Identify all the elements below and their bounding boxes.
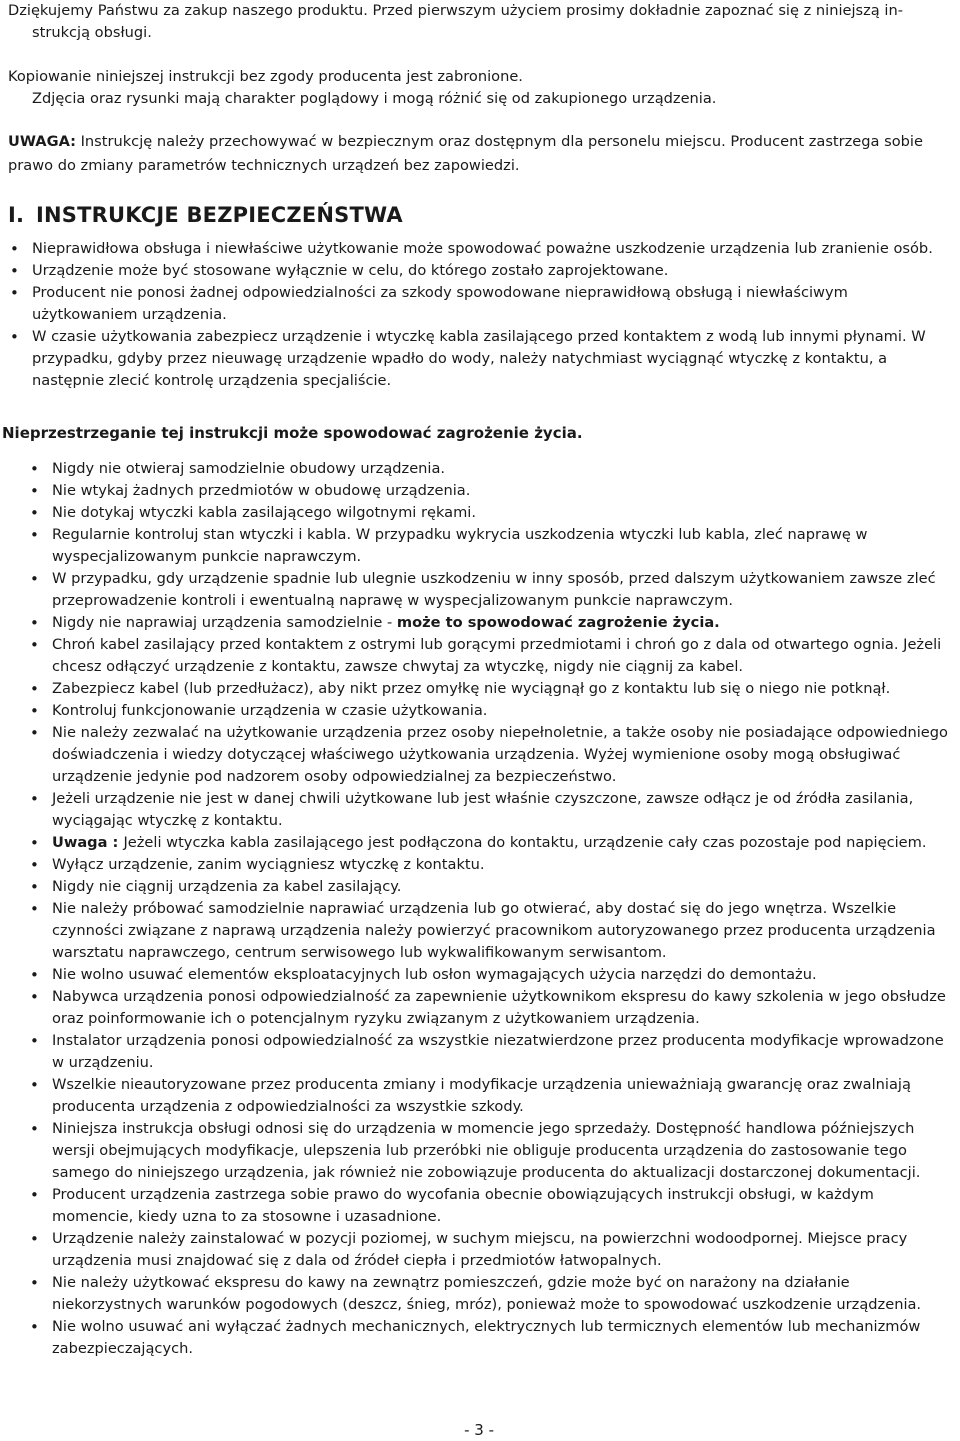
warning-text-line2: prawo do zmiany parametrów technicznych urządzeń bez zapowiedzi. <box>8 157 520 174</box>
safety-list-detailed <box>28 458 956 1360</box>
list-item: • Nieprawidłowa obsługa i niewłaściwe użytkowanie może spowodować poważne uszkodzenie urządzenia lub zranienie osób. <box>8 238 952 260</box>
list-item-text: Nigdy nie naprawiaj urządzenia samodzielnie - <box>52 614 397 631</box>
list-item: • Urządzenie należy zainstalować w pozycji poziomej, w suchym miejscu, na powierzchni wodoodpornej. Miejsce pracy urządzenia musi znajdować się z dala od źródeł ciepła i przedmiotów łatwopalnych. <box>28 1228 956 1272</box>
safety-list-general <box>8 238 952 392</box>
intro-images-note: Zdjęcia oraz rysunki mają charakter poglądowy i mogą różnić się od zakupionego urządzenia. <box>32 90 717 107</box>
list-item: • Nie dotykaj wtyczki kabla zasilającego wilgotnymi rękami. <box>28 502 956 524</box>
list-item: • Kontroluj funkcjonowanie urządzenia w czasie użytkowania. <box>28 700 956 722</box>
list-item: • W czasie użytkowania zabezpiecz urządzenie i wtyczkę kabla zasilającego przed kontaktem z wodą lub innymi płynami. W przypadku, gdyby przez nieuwagę urządzenie wpadło do wody, należy natychmiast wyciągnąć wtyczkę z kontaktu, a następnie zlecić kontrolę urządzenia specjaliście. <box>8 326 952 392</box>
section-number: I. <box>8 203 25 227</box>
section-title: INSTRUKCJE BEZPIECZEŃSTWA <box>36 203 403 227</box>
list-item: • Wyłącz urządzenie, zanim wyciągniesz wtyczkę z kontaktu. <box>28 854 956 876</box>
warning-note <box>8 130 952 178</box>
warning-label: UWAGA: <box>8 133 76 150</box>
list-item: • Niniejsza instrukcja obsługi odnosi się do urządzenia w momencie jego sprzedaży. Dostępność handlowa późniejszych wersji obejmujących modyfikacje, ulepszenia lub przeróbki nie obliguje producenta urządzenia do zastosowanie tego samego do niniejszego urządzenia, jak również nie zobowiązuje producenta do aktualizacji dostarczonej dokumentacji. <box>28 1118 956 1184</box>
intro-section <box>8 0 952 110</box>
list-item: • Nie należy próbować samodzielnie naprawiać urządzenia lub go otwierać, aby dostać się do jego wnętrza. Wszelkie czynności związane z naprawą urządzenia należy powierzyć pracownikom autoryzowanego przez producenta urządzenia warsztatu naprawczego, centrum serwisowego lub wykwalifikowanym serwisantom. <box>28 898 956 964</box>
section-heading <box>8 201 952 229</box>
warning-text-line1: Instrukcję należy przechowywać w bezpiecznym oraz dostępnym dla personelu miejscu. Producent zastrzega sobie <box>75 133 923 150</box>
list-item <box>28 832 956 854</box>
list-item: • Wszelkie nieautoryzowane przez producenta zmiany i modyfikacje urządzenia unieważniają gwarancję oraz zwalniają producenta urządzenia z odpowiedzialności za wszystkie szkody. <box>28 1074 956 1118</box>
list-item: • W przypadku, gdy urządzenie spadnie lub ulegnie uszkodzeniu w inny sposób, przed dalszym użytkowaniem zawsze zleć przeprowadzenie kontroli i ewentualną naprawę w wyspecjalizowanym punkcie naprawczym. <box>28 568 956 612</box>
list-item: • Producent urządzenia zastrzega sobie prawo do wycofania obecnie obowiązujących instrukcji obsługi, w każdym momencie, kiedy uzna to za stosowne i uzasadnione. <box>28 1184 956 1228</box>
list-item: • Jeżeli urządzenie nie jest w danej chwili użytkowane lub jest właśnie czyszczone, zawsze odłącz je od źródła zasilania, wyciągając wtyczkę z kontaktu. <box>28 788 956 832</box>
intro-thanks-line2: strukcją obsługi. <box>32 24 152 41</box>
list-item: • Nigdy nie ciągnij urządzenia za kabel zasilający. <box>28 876 956 898</box>
page-number: - 3 - <box>464 1421 494 1439</box>
list-item: • Nie wolno usuwać elementów eksploatacyjnych lub osłon wymagających użycia narzędzi do demontażu. <box>28 964 956 986</box>
list-item-emphasis: może to spowodować zagrożenie życia. <box>396 614 720 631</box>
list-item-label: Uwaga : <box>52 834 124 851</box>
list-item: • Nie należy użytkować ekspresu do kawy na zewnątrz pomieszczeń, gdzie może być on narażony na działanie niekorzystnych warunków pogodowych (deszcz, śnieg, mróz), ponieważ może to spowodować uszkodzenie urządzenia. <box>28 1272 956 1316</box>
list-item: • Nie należy zezwalać na użytkowanie urządzenia przez osoby niepełnoletnie, a także osoby nie posiadające odpowiedniego doświadczenia i wiedzy dotyczącej właściwego użytkowania urządzenia. Wyżej wymienione osoby mogą obsługiwać urządzenie jedynie pod nadzorem osoby odpowiedzialnej za bezpieczeństwo. <box>28 722 956 788</box>
intro-thanks-line1: Dziękujemy Państwu za zakup naszego produktu. Przed pierwszym użyciem prosimy dokładnie zapoznać się z niniejszą in- <box>8 2 903 19</box>
list-item: • Chroń kabel zasilający przed kontaktem z ostrymi lub gorącymi przedmiotami i chroń go z dala od otwartego ognia. Jeżeli chcesz odłączyć urządzenie z kontaktu, zawsze chwytaj za wtyczkę, nigdy nie ciągnij za kabel. <box>28 634 956 678</box>
intro-copyright: Kopiowanie niniejszej instrukcji bez zgody producenta jest zabronione. <box>8 68 523 85</box>
list-item: • Instalator urządzenia ponosi odpowiedzialność za wszystkie niezatwierdzone przez producenta modyfikacje wprowadzone w urządzeniu. <box>28 1030 956 1074</box>
list-item: • Zabezpiecz kabel (lub przedłużacz), aby nikt przez omyłkę nie wyciągnął go z kontaktu lub się o niego nie potknął. <box>28 678 956 700</box>
list-item: • Nigdy nie otwieraj samodzielnie obudowy urządzenia. <box>28 458 956 480</box>
list-item: • Regularnie kontroluj stan wtyczki i kabla. W przypadku wykrycia uszkodzenia wtyczki lub kabla, zleć naprawę w wyspecjalizowanym punkcie naprawczym. <box>28 524 956 568</box>
page-footer <box>0 1419 960 1441</box>
list-item: • Nie wtykaj żadnych przedmiotów w obudowę urządzenia. <box>28 480 956 502</box>
list-item <box>28 612 956 634</box>
list-item: • Urządzenie może być stosowane wyłącznie w celu, do którego zostało zaprojektowane. <box>8 260 952 282</box>
list-item: • Producent nie ponosi żadnej odpowiedzialności za szkody spowodowane nieprawidłową obsługą i niewłaściwym użytkowaniem urządzenia. <box>8 282 952 326</box>
list-item: • Nie wolno usuwać ani wyłączać żadnych mechanicznych, elektrycznych lub termicznych elementów lub mechanizmów zabezpieczających. <box>28 1316 956 1360</box>
list-item-text: Jeżeli wtyczka kabla zasilającego jest podłączona do kontaktu, urządzenie cały czas pozostaje pod napięciem. <box>123 834 927 851</box>
critical-warning: Nieprzestrzeganie tej instrukcji może spowodować zagrożenie życia. <box>2 424 583 442</box>
list-item: • Nabywca urządzenia ponosi odpowiedzialność za zapewnienie użytkownikom ekspresu do kawy szkolenia w jego obsłudze oraz poinformowanie ich o potencjalnym ryzyku związanym z użytkowaniem urządzenia. <box>28 986 956 1030</box>
